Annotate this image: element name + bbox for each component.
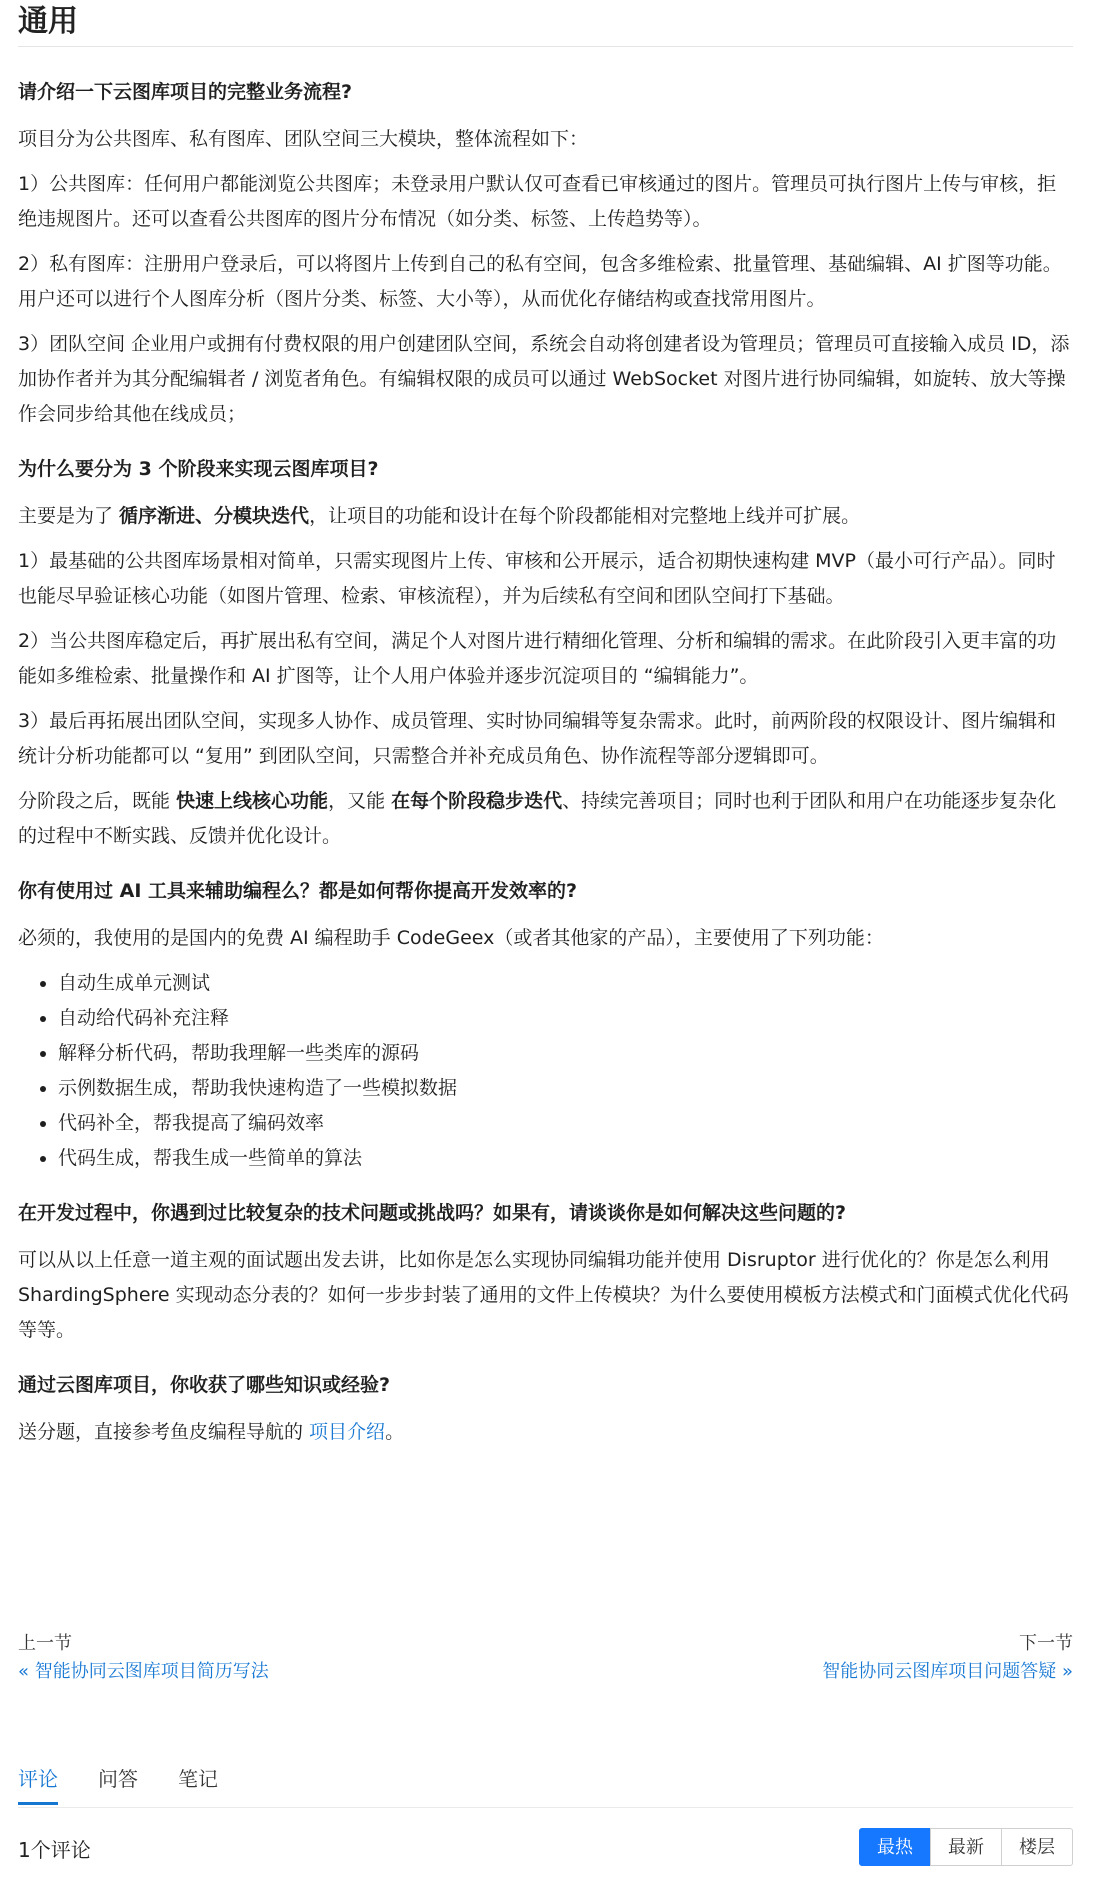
bold-text: 在每个阶段稳步迭代	[391, 790, 563, 812]
inline-link[interactable]: 项目介绍	[309, 1421, 386, 1443]
feature-list	[18, 966, 1073, 1176]
comment-bar	[18, 1828, 1073, 1868]
text-run: 1）公共图库：任何用户都能浏览公共图库；未登录用户默认仅可查看已审核通过的图片。管理员可执行图片上传与审核，拒绝违规图片。还可以查看公共图库的图片分布情况（如分类、标签、上传趋势等）。	[18, 173, 1057, 230]
next-section	[822, 1630, 1073, 1686]
sort-latest-button[interactable]: 最新	[930, 1828, 1002, 1866]
paragraph	[18, 704, 1073, 774]
text-run: 3）最后再拓展出团队空间，实现多人协作、成员管理、实时协同编辑等复杂需求。此时，前两阶段的权限设计、图片编辑和统计分析功能都可以 “复用” 到团队空间，只需整合并补充成员角色、协作流程等部分逻辑即可。	[18, 710, 1057, 767]
tab-notes[interactable]: 笔记	[178, 1767, 218, 1791]
paragraph	[18, 624, 1073, 694]
prev-section-label: 上一节	[18, 1633, 72, 1654]
text-run: ，又能	[328, 790, 392, 812]
paragraph	[18, 1243, 1073, 1348]
paragraph	[18, 784, 1073, 854]
question-heading: 为什么要分为 3 个阶段来实现云图库项目?	[18, 458, 379, 480]
discussion-tabs	[18, 1755, 1073, 1808]
comment-count: 1个评论	[18, 1838, 91, 1862]
article-content	[18, 47, 1073, 1450]
text-run: 2）私有图库：注册用户登录后，可以将图片上传到自己的私有空间，包含多维检索、批量管理、基础编辑、AI 扩图等功能。用户还可以进行个人图库分析（图片分类、标签、大小等），从而优化存储结构或查找常用图片。	[18, 253, 1062, 310]
bold-text: 快速上线核心功能	[176, 790, 329, 812]
text-run: 、持续完善项目；同时也利于团队和用户在功能逐步复杂化的过程中不断实践、反馈并优化设计。	[18, 790, 1057, 847]
tab-qa[interactable]: 问答	[98, 1767, 138, 1791]
section-title: 通用	[18, 0, 1073, 47]
list-item: • 示例数据生成，帮助我快速构造了一些模拟数据	[58, 1071, 1073, 1106]
paragraph	[18, 921, 1073, 956]
prev-section	[18, 1630, 269, 1686]
text-run: 1）最基础的公共图库场景相对简单，只需实现图片上传、审核和公开展示，适合初期快速构建 MVP（最小可行产品）。同时也能尽早验证核心功能（如图片管理、检索、审核流程），并为后续私有空间和团队空间打下基础。	[18, 550, 1056, 607]
paragraph	[18, 499, 1073, 534]
text-run: 分阶段之后，既能	[18, 790, 177, 812]
text-run: 必须的，我使用的是国内的免费 AI 编程助手 CodeGeex（或者其他家的产品），主要使用了下列功能：	[18, 927, 884, 949]
prev-section-link[interactable]: « 智能协同云图库项目简历写法	[18, 1661, 269, 1682]
comment-sort-group	[859, 1828, 1073, 1866]
paragraph	[18, 327, 1073, 432]
text-run: 送分题，直接参考鱼皮编程导航的	[18, 1421, 310, 1443]
paragraph	[18, 544, 1073, 614]
question-heading: 在开发过程中，你遇到过比较复杂的技术问题或挑战吗？如果有，请谈谈你是如何解决这些问题的?	[18, 1202, 847, 1224]
section-pager	[18, 1630, 1073, 1690]
tab-comments[interactable]: 评论	[18, 1763, 58, 1805]
list-item: • 自动给代码补充注释	[58, 1001, 1073, 1036]
sort-floor-button[interactable]: 楼层	[1001, 1828, 1073, 1866]
question-heading: 请介绍一下云图库项目的完整业务流程?	[18, 81, 353, 103]
text-run: ，让项目的功能和设计在每个阶段都能相对完整地上线并可扩展。	[309, 505, 861, 527]
text-run: 可以从以上任意一道主观的面试题出发去讲，比如你是怎么实现协同编辑功能并使用 Disruptor 进行优化的？你是怎么利用 ShardingSphere 实现动态分表的？如何一步步封装了通用的文件上传模块？为什么要使用模板方法模式和门面模式优化代码等等。	[18, 1249, 1069, 1341]
list-item: • 代码生成，帮我生成一些简单的算法	[58, 1141, 1073, 1176]
next-section-label: 下一节	[1019, 1633, 1073, 1654]
sort-hot-button[interactable]: 最热	[859, 1828, 931, 1866]
text-run: 主要是为了	[18, 505, 120, 527]
next-section-link[interactable]: 智能协同云图库项目问题答疑 »	[822, 1661, 1073, 1682]
paragraph	[18, 167, 1073, 237]
question-heading: 通过云图库项目，你收获了哪些知识或经验?	[18, 1374, 391, 1396]
list-item: • 解释分析代码，帮助我理解一些类库的源码	[58, 1036, 1073, 1071]
bold-text: 循序渐进、分模块迭代	[119, 505, 310, 527]
article	[18, 0, 1073, 1450]
list-item: • 自动生成单元测试	[58, 966, 1073, 1001]
text-run: 3）团队空间 企业用户或拥有付费权限的用户创建团队空间，系统会自动将创建者设为管理员；管理员可直接输入成员 ID，添加协作者并为其分配编辑者 / 浏览者角色。有编辑权限的成员可以通过 WebSocket 对图片进行协同编辑，如旋转、放大等操作会同步给其他在线成员；	[18, 333, 1070, 425]
text-run: 项目分为公共图库、私有图库、团队空间三大模块，整体流程如下：	[18, 128, 589, 150]
paragraph	[18, 1415, 1073, 1450]
text-run: 。	[385, 1421, 405, 1443]
paragraph	[18, 122, 1073, 157]
text-run: 2）当公共图库稳定后，再扩展出私有空间，满足个人对图片进行精细化管理、分析和编辑的需求。在此阶段引入更丰富的功能如多维检索、批量操作和 AI 扩图等，让个人用户体验并逐步沉淀项目的 “编辑能力”。	[18, 630, 1057, 687]
paragraph	[18, 247, 1073, 317]
question-heading: 你有使用过 AI 工具来辅助编程么？都是如何帮你提高开发效率的?	[18, 880, 578, 902]
list-item: • 代码补全，帮我提高了编码效率	[58, 1106, 1073, 1141]
